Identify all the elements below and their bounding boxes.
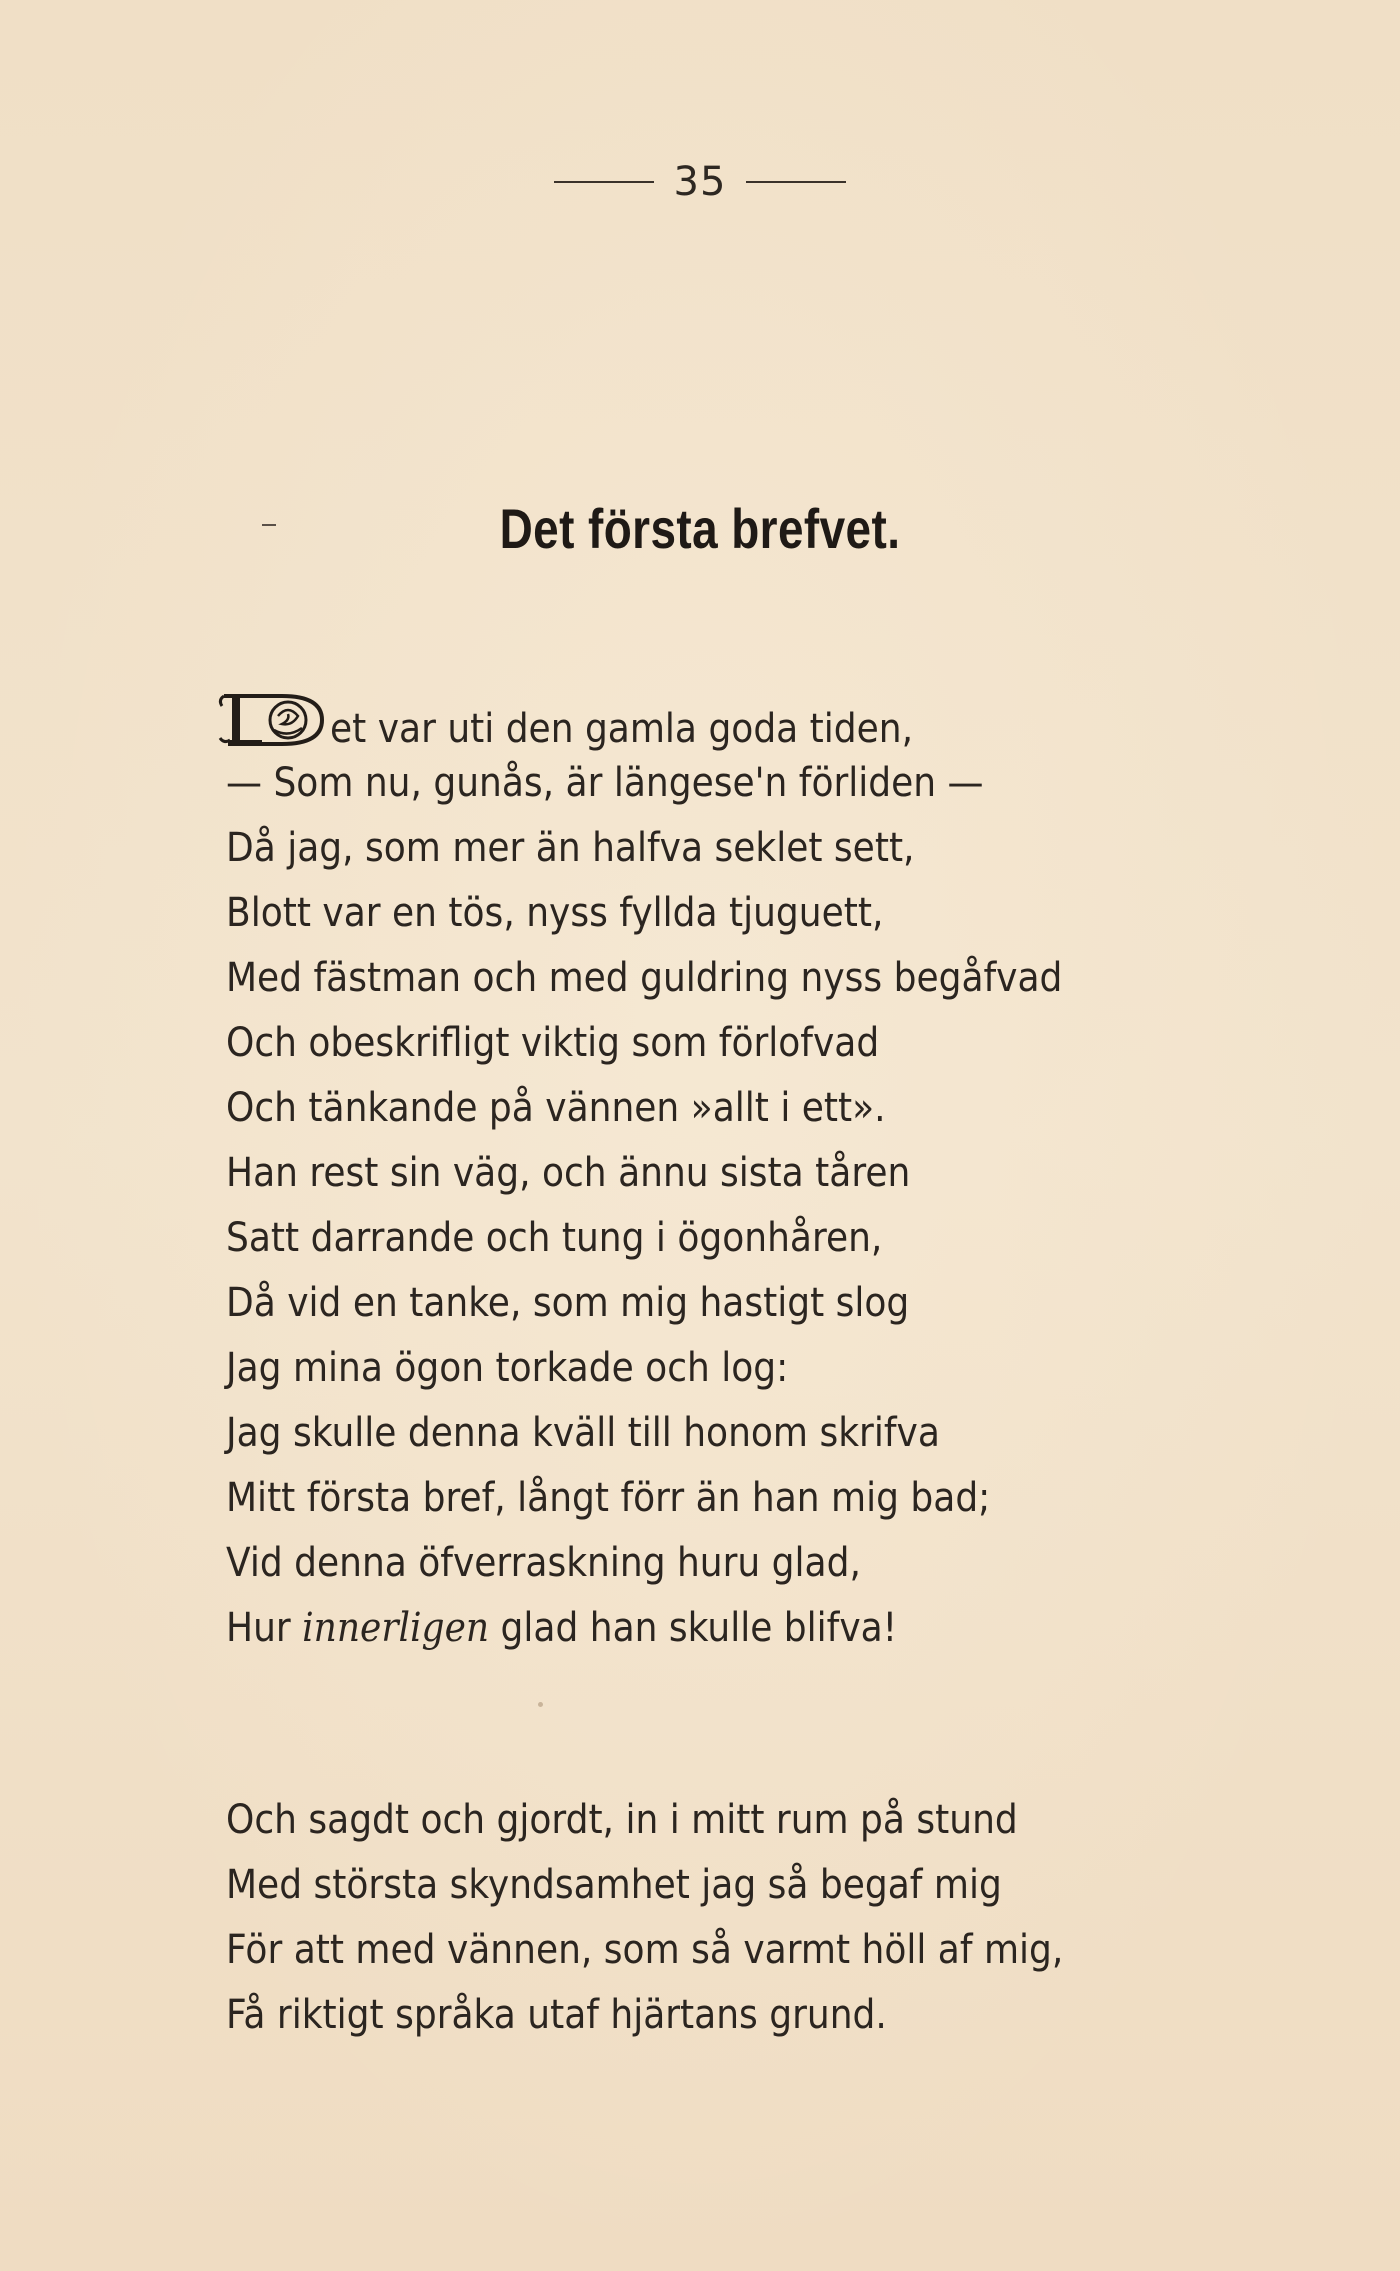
poem-line-text: et var uti den gamla goda tiden, bbox=[330, 706, 914, 752]
poem-line bbox=[226, 686, 1276, 751]
poem-line-text: Blott var en tös, nyss fyllda tjuguett, bbox=[226, 890, 884, 936]
paper-speck bbox=[538, 1702, 543, 1707]
poem-line-text: Mitt första bref, långt förr än han mig bad; bbox=[226, 1475, 991, 1521]
poem-line bbox=[226, 1531, 1276, 1596]
poem-line-text: Då jag, som mer än halfva seklet sett, bbox=[226, 825, 915, 871]
poem-line-text: Med fästman och med guldring nyss begåfvad bbox=[226, 955, 1063, 1001]
poem-line-text: Och obeskrifligt viktig som förlofvad bbox=[226, 1020, 880, 1066]
poem-line-text: Satt darrande och tung i ögonhåren, bbox=[226, 1215, 883, 1261]
poem-line bbox=[226, 1788, 1276, 1853]
poem-line-text: Och tänkande på vännen »allt i ett». bbox=[226, 1085, 886, 1131]
page-number: 35 bbox=[673, 159, 727, 205]
emphasized-word: innerligen bbox=[302, 1605, 490, 1651]
poem-line-text: Med största skyndsamhet jag så begaf mig bbox=[226, 1862, 1002, 1908]
poem-line-text: Vid denna öfverraskning huru glad, bbox=[226, 1540, 861, 1586]
poem-line-text: Få riktigt språka utaf hjärtans grund. bbox=[226, 1992, 887, 2038]
poem-line-text: — Som nu, gunås, är längese'n förliden — bbox=[226, 760, 984, 806]
poem-line bbox=[226, 1011, 1276, 1076]
poem-line bbox=[226, 1918, 1276, 1983]
poem-line-text: För att med vännen, som så varmt höll af mig, bbox=[226, 1927, 1064, 1973]
right-rule bbox=[746, 181, 846, 183]
stanza-2 bbox=[226, 1788, 1276, 2048]
poem-line-last bbox=[226, 1596, 1276, 1661]
left-rule bbox=[554, 181, 654, 183]
poem-line bbox=[226, 1271, 1276, 1336]
poem-line bbox=[226, 1076, 1276, 1141]
poem-line-text: Då vid en tanke, som mig hastigt slog bbox=[226, 1280, 910, 1326]
poem-line bbox=[226, 1853, 1276, 1918]
poem-line-text: Jag mina ögon torkade och log: bbox=[226, 1345, 789, 1391]
poem-line bbox=[226, 1206, 1276, 1271]
poem-line bbox=[226, 816, 1276, 881]
poem-line bbox=[226, 751, 1276, 816]
poem-line bbox=[226, 1336, 1276, 1401]
poem-line bbox=[226, 881, 1276, 946]
poem-line-text: Han rest sin väg, och ännu sista tåren bbox=[226, 1150, 911, 1196]
page-header bbox=[0, 152, 1400, 212]
poem-line-text bbox=[226, 1596, 897, 1661]
poem-line-text: Jag skulle denna kväll till honom skrifva bbox=[226, 1410, 940, 1456]
poem-title: Det första brefvet. bbox=[499, 497, 901, 560]
line-text-before: Hur bbox=[226, 1605, 303, 1651]
poem-line bbox=[226, 1141, 1276, 1206]
poem-line-text: Och sagdt och gjordt, in i mitt rum på stund bbox=[226, 1797, 1018, 1843]
poem-line bbox=[226, 946, 1276, 1011]
poem-line bbox=[226, 1466, 1276, 1531]
stanza-1 bbox=[226, 686, 1276, 1661]
poem-line bbox=[226, 1983, 1276, 2048]
line-text-after: glad han skulle blifva! bbox=[489, 1605, 898, 1651]
ornamental-initial-d-icon bbox=[218, 686, 334, 746]
poem-line bbox=[226, 1401, 1276, 1466]
